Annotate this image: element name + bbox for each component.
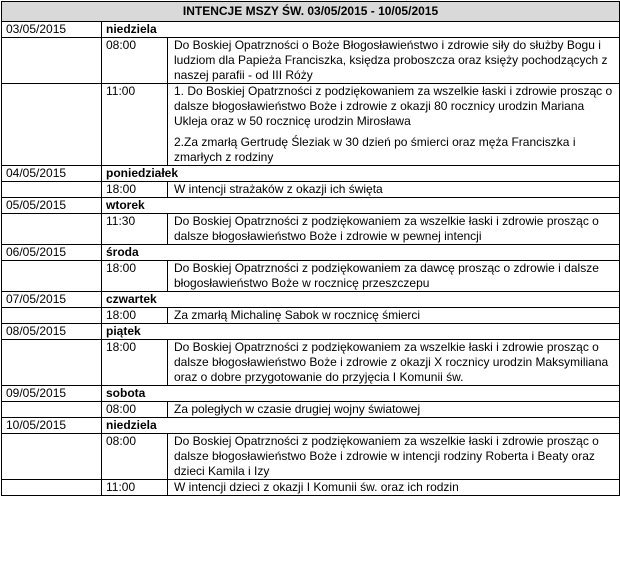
mass-row bbox=[2, 261, 620, 292]
intentions-document bbox=[1, 1, 620, 496]
intention-text: W intencji strażaków z okazji ich święta bbox=[174, 182, 383, 196]
intention-text: Do Boskiej Opatrzności z podziękowaniem za wszelkie łaski i zdrowie prosząc o dalsze błogosławieństwo Boże i zdrowie w intencji rodziny Roberta i Beaty oraz dzieci Kamila i Izy bbox=[174, 434, 599, 478]
mass-row bbox=[2, 38, 620, 84]
day-date: 09/05/2015 bbox=[2, 386, 102, 402]
day-date: 07/05/2015 bbox=[2, 292, 102, 308]
intention-text: Do Boskiej Opatrzności z podziękowaniem za wszelkie łaski i zdrowie prosząc o dalsze błogosławieństwo Boże i zdrowie z okazji X rocznicy urodzin Maksymiliana oraz o dobre przygotowanie do przyjęcia I Komunii św. bbox=[174, 340, 609, 384]
mass-row bbox=[2, 214, 620, 245]
day-date: 10/05/2015 bbox=[2, 418, 102, 434]
empty-date-cell bbox=[2, 214, 102, 245]
empty-date-cell bbox=[2, 434, 102, 480]
mass-row bbox=[2, 84, 620, 166]
mass-intention-cell bbox=[168, 38, 620, 84]
mass-intention-cell bbox=[168, 340, 620, 386]
intention-text: Za poległych w czasie drugiej wojny światowej bbox=[174, 402, 421, 416]
mass-time: 08:00 bbox=[102, 402, 168, 418]
intention-text: Do Boskiej Opatrzności z podziękowaniem za wszelkie łaski i zdrowie prosząc o dalsze błogosławieństwo Boże i zdrowie w pewnej intencji bbox=[174, 214, 599, 243]
empty-date-cell bbox=[2, 38, 102, 84]
day-header-row bbox=[2, 292, 620, 308]
mass-time: 18:00 bbox=[102, 340, 168, 386]
day-header-row bbox=[2, 324, 620, 340]
mass-time: 18:00 bbox=[102, 261, 168, 292]
mass-time: 11:00 bbox=[102, 84, 168, 166]
mass-time: 08:00 bbox=[102, 434, 168, 480]
mass-time: 08:00 bbox=[102, 38, 168, 84]
title-row bbox=[2, 2, 620, 22]
mass-intention-cell bbox=[168, 308, 620, 324]
mass-intention-cell bbox=[168, 434, 620, 480]
intention-text: Za zmarłą Michalinę Sabok w rocznicę śmierci bbox=[174, 308, 421, 322]
mass-intention-cell bbox=[168, 214, 620, 245]
day-header-row bbox=[2, 245, 620, 261]
empty-date-cell bbox=[2, 340, 102, 386]
day-name: niedziela bbox=[102, 418, 620, 434]
intention-text: 1. Do Boskiej Opatrzności z podziękowaniem za wszelkie łaski i zdrowie prosząc o dalsze błogosławieństwo Boże i zdrowie z okazji 80 rocznicy urodzin Mariana Ukleja oraz w 50 rocznicę urodzin Mirosława bbox=[174, 84, 613, 128]
mass-row bbox=[2, 434, 620, 480]
intention-text: 2.Za zmarłą Gertrudę Śleziak w 30 dzień po śmierci oraz męża Franciszka i zmarłych z rodziny bbox=[174, 135, 576, 164]
intention-text: W intencji dzieci z okazji I Komunii św. oraz ich rodzin bbox=[174, 480, 459, 494]
day-header-row bbox=[2, 418, 620, 434]
mass-intention-cell bbox=[168, 480, 620, 496]
mass-intention-cell bbox=[168, 84, 620, 166]
empty-date-cell bbox=[2, 84, 102, 166]
mass-time: 18:00 bbox=[102, 308, 168, 324]
day-name: wtorek bbox=[102, 198, 620, 214]
day-header-row bbox=[2, 22, 620, 38]
day-date: 06/05/2015 bbox=[2, 245, 102, 261]
mass-row bbox=[2, 340, 620, 386]
mass-row bbox=[2, 182, 620, 198]
mass-time: 18:00 bbox=[102, 182, 168, 198]
day-date: 05/05/2015 bbox=[2, 198, 102, 214]
day-date: 08/05/2015 bbox=[2, 324, 102, 340]
intentions-table bbox=[1, 1, 620, 496]
day-date: 04/05/2015 bbox=[2, 166, 102, 182]
empty-date-cell bbox=[2, 182, 102, 198]
day-header-row bbox=[2, 166, 620, 182]
day-name: poniedziałek bbox=[102, 166, 620, 182]
empty-date-cell bbox=[2, 308, 102, 324]
mass-time: 11:00 bbox=[102, 480, 168, 496]
mass-row bbox=[2, 308, 620, 324]
mass-intention-cell bbox=[168, 261, 620, 292]
mass-row bbox=[2, 480, 620, 496]
table-title: INTENCJE MSZY ŚW. 03/05/2015 - 10/05/2015 bbox=[2, 2, 620, 22]
empty-date-cell bbox=[2, 402, 102, 418]
empty-date-cell bbox=[2, 480, 102, 496]
intention-text: Do Boskiej Opatrzności z podziękowaniem za dawcę prosząc o zdrowie i dalsze błogosławieństwo Boże w rocznicę przeszczepu bbox=[174, 261, 599, 290]
day-name: czwartek bbox=[102, 292, 620, 308]
empty-date-cell bbox=[2, 261, 102, 292]
day-header-row bbox=[2, 198, 620, 214]
intention-text: Do Boskiej Opatrzności o Boże Błogosławieństwo i zdrowie siły do służby Bogu i ludziom dla Papieża Franciszka, księdza proboszcza oraz księży pochodzących z naszej parafii - od III Róży bbox=[174, 38, 608, 82]
day-name: sobota bbox=[102, 386, 620, 402]
day-name: piątek bbox=[102, 324, 620, 340]
mass-intention-cell bbox=[168, 182, 620, 198]
mass-time: 11:30 bbox=[102, 214, 168, 245]
mass-row bbox=[2, 402, 620, 418]
day-header-row bbox=[2, 386, 620, 402]
day-name: środa bbox=[102, 245, 620, 261]
mass-intention-cell bbox=[168, 402, 620, 418]
day-name: niedziela bbox=[102, 22, 620, 38]
day-date: 03/05/2015 bbox=[2, 22, 102, 38]
